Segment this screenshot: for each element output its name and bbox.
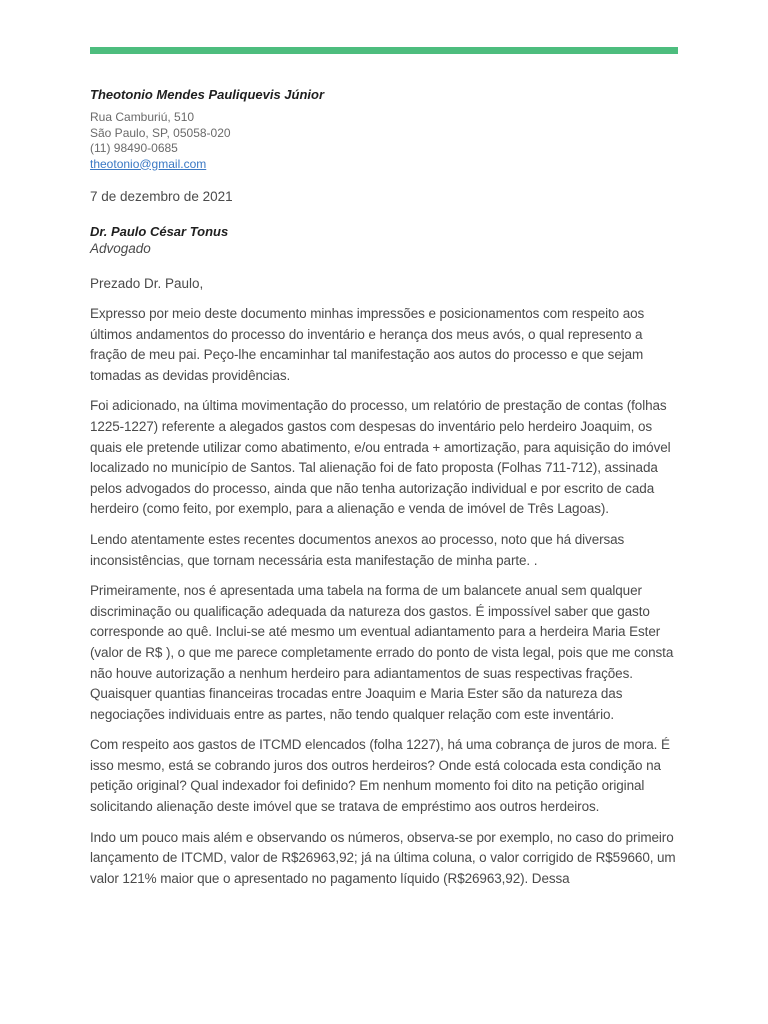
recipient-name: Dr. Paulo César Tonus bbox=[90, 224, 229, 239]
sender-address-line1: Rua Camburiú, 510 bbox=[90, 110, 195, 124]
letter-date: 7 de dezembro de 2021 bbox=[90, 189, 233, 204]
letter bbox=[90, 86, 680, 889]
header-accent-bar bbox=[90, 47, 678, 54]
recipient-role: Advogado bbox=[90, 241, 151, 256]
sender-phone: (11) 98490-0685 bbox=[90, 141, 178, 155]
paragraph: Foi adicionado, na última movimentação do processo, um relatório de prestação de contas (folhas 1225-1227) referente a alegados gastos com despesas do inventário pelo herdeiro Joaquim, os quais ele pretende utilizar como abatimento, e/ou entrada + amortização, para aquisição do imóvel localizado no município de Santos. Tal alienação foi de fato proposta (Folhas 711-712), assinada pelos advogados do processo, ainda que não tenha autorização individual e por escrito de cada herdeiro (como feito, por exemplo, para a alienação e venda de imóvel de Três Lagoas). bbox=[90, 398, 671, 517]
sender-email-link[interactable]: theotonio@gmail.com bbox=[90, 156, 207, 171]
paragraph: Indo um pouco mais além e observando os números, observa-se por exemplo, no caso do primeiro lançamento de ITCMD, valor de R$26963,92; já na última coluna, o valor corrigido de R$59660, um valor 121% maior que o apresentado no pagamento líquido (R$26963,92). Dessa bbox=[90, 829, 676, 886]
paragraph: Com respeito aos gastos de ITCMD elencados (folha 1227), há uma cobrança de juros de mora. É isso mesmo, está se cobrando juros dos outros herdeiros? Onde está colocada esta condição na petição original? Qual indexador foi definido? Em nenhum momento foi dito na petição original solicitando alienação deste imóvel que se tratava de empréstimo aos outros herdeiros. bbox=[90, 737, 670, 815]
paragraph: Lendo atentamente estes recentes documentos anexos ao processo, noto que há diversas inconsistências, que tornam necessária esta manifestação de minha parte. . bbox=[90, 531, 625, 568]
greeting: Prezado Dr. Paulo, bbox=[90, 276, 204, 291]
sender-email-line bbox=[90, 157, 680, 173]
sender-address-line2: São Paulo, SP, 05058-020 bbox=[90, 125, 231, 140]
paragraph: Expresso por meio deste documento minhas impressões e posicionamentos com respeito aos últimos andamentos do processo do inventário e herança dos meus avós, o qual represento a fração de meu pai. Peço-lhe encaminhar tal manifestação aos autos do processo e que sejam tomadas as devidas providências. bbox=[90, 306, 645, 383]
sender-name: Theotonio Mendes Pauliquevis Júnior bbox=[90, 87, 325, 102]
paragraph: Primeiramente, nos é apresentada uma tabela na forma de um balancete anual sem qualquer discriminação ou qualificação adequada da natureza dos gastos. É impossível saber que gasto corresponde ao quê. Inclui-se até mesmo um eventual adiantamento para a herdeira Maria Ester (valor de R$ ), o que me parece completamente errado do ponto de vista legal, pois que me consta não houve autorização a nenhum herdeiro para adiantamentos de suas respectivas frações. Quaisquer quantias financeiras trocadas entre Joaquim e Maria Ester são da natureza das negociações individuais entre as partes, não tendo qualquer relação com este inventário. bbox=[90, 583, 674, 722]
